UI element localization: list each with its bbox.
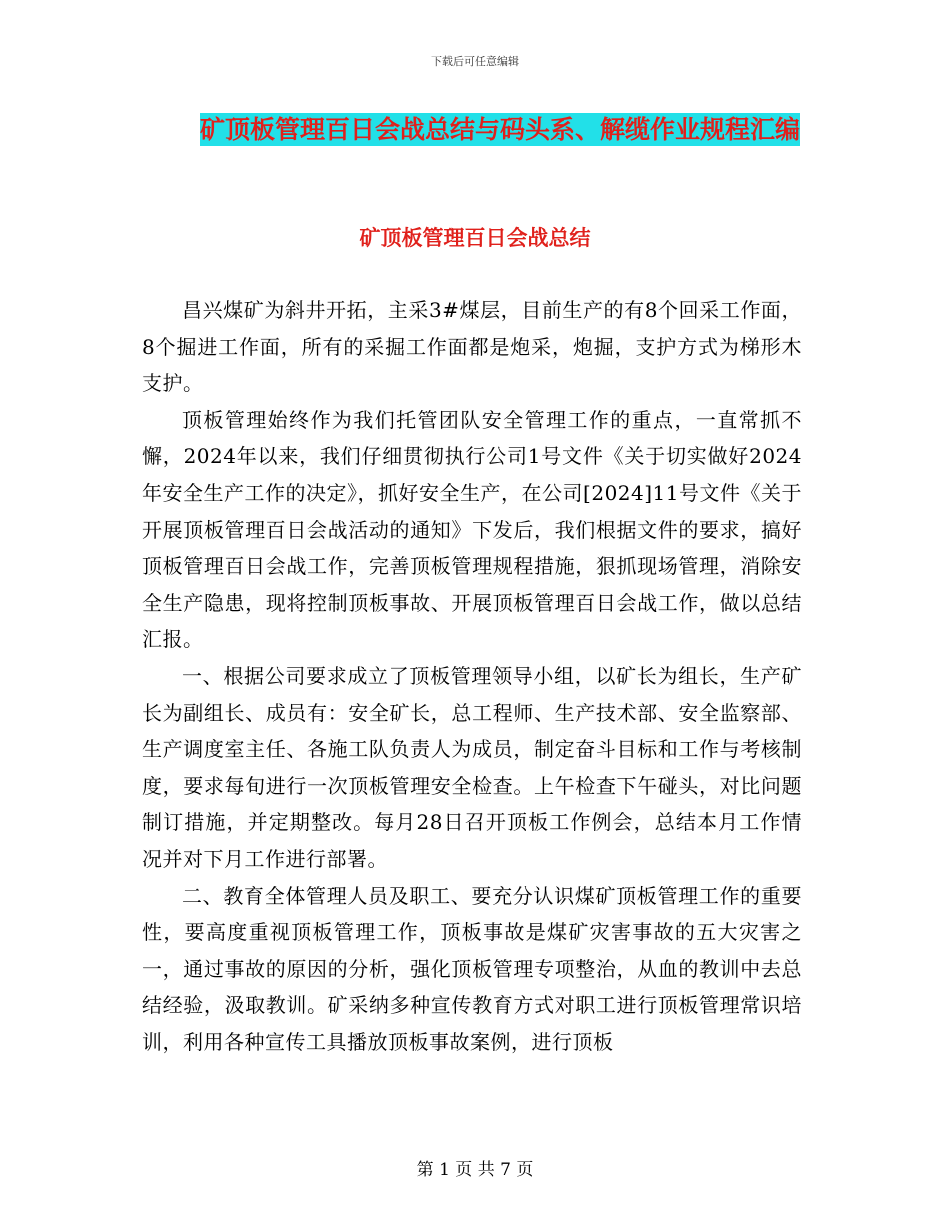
document-body xyxy=(142,292,802,1060)
paragraph: 顶板管理始终作为我们托管团队安全管理工作的重点，一直常抓不懈，2024年以来，我们仔细贯彻执行公司1号文件《关于切实做好2024年安全生产工作的决定》，抓好安全生产，在公司[2024]11号文件《关于开展顶板管理百日会战活动的通知》下发后，我们根据文件的要求，搞好顶板管理百日会战工作，完善顶板管理规程措施，狠抓现场管理，消除安全生产隐患，现将控制顶板事故、开展顶板管理百日会战工作，做以总结汇报。 xyxy=(142,407,802,652)
paragraph: 一、根据公司要求成立了顶板管理领导小组，以矿长为组长，生产矿长为副组长、成员有：安全矿长，总工程师、生产技术部、安全监察部、生产调度室主任、各施工队负责人为成员，制定奋斗目标和工作与考核制度，要求每旬进行一次顶板管理安全检查。上午检查下午碰头，对比问题制订措施，并定期整改。每月28日召开顶板工作例会，总结本月工作情况并对下月工作进行部署。 xyxy=(142,663,802,871)
page-header-note: 下载后可任意编辑 xyxy=(431,55,519,68)
paragraph: 二、教育全体管理人员及职工、要充分认识煤矿顶板管理工作的重要性，要高度重视顶板管理工作，顶板事故是煤矿灾害事故的五大灾害之一，通过事故的原因的分析，强化顶板管理专项整治，从血的教训中去总结经验，汲取教训。矿采纳多种宣传教育方式对职工进行顶板管理常识培训，利用各种宣传工具播放顶板事故案例，进行顶板 xyxy=(142,883,802,1054)
paragraph: 昌兴煤矿为斜井开拓，主采3#煤层，目前生产的有8个回采工作面，8个掘进工作面，所有的采掘工作面都是炮采，炮掘，支护方式为梯形木支护。 xyxy=(142,298,802,396)
document-title xyxy=(190,108,810,152)
document-title-text: 矿顶板管理百日会战总结与码头系、解缆作业规程汇编 xyxy=(199,115,800,144)
page-number: 第 1 页 共 7 页 xyxy=(416,1160,534,1180)
section-title: 矿顶板管理百日会战总结 xyxy=(359,226,591,250)
